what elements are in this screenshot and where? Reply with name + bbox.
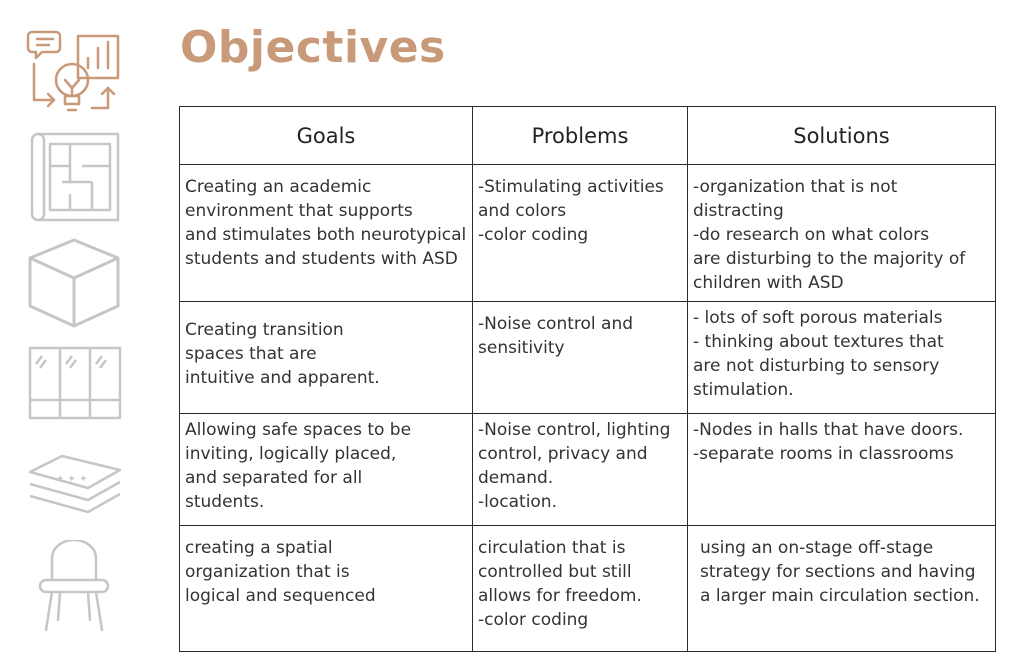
- page-title: Objectives: [180, 22, 446, 73]
- table-row: [180, 302, 996, 414]
- window-panels-icon: [22, 344, 126, 420]
- header-goals: Goals: [180, 107, 473, 165]
- header-problems: Problems: [473, 107, 688, 165]
- problem-cell: -Stimulating activities and colors -color coding: [473, 165, 688, 302]
- idea-chart-icon: [22, 28, 126, 120]
- problem-cell: -Noise control, lighting control, privacy and demand. -location.: [473, 414, 688, 526]
- svg-text:✦ ✦ ✦: ✦ ✦ ✦: [56, 474, 88, 485]
- solution-cell: - lots of soft porous materials - thinking about textures that are not disturbing to sensory stimulation.: [688, 302, 996, 414]
- solution-cell: -Nodes in halls that have doors. -separate rooms in classrooms: [688, 414, 996, 526]
- table-row: [180, 526, 996, 652]
- chair-icon: [22, 540, 126, 632]
- icon-column: [22, 20, 126, 640]
- table-row: [180, 414, 996, 526]
- header-solutions: Solutions: [688, 107, 996, 165]
- goal-cell: Allowing safe spaces to be inviting, logically placed, and separated for all students.: [180, 414, 473, 526]
- problem-cell: -Noise control and sensitivity: [473, 302, 688, 414]
- cube-icon: [22, 236, 126, 328]
- floor-plan-icon: [22, 132, 126, 224]
- material-layers-icon: [22, 448, 126, 520]
- solution-cell: -organization that is not distracting -do research on what colors are disturbing to the majority of children with ASD: [688, 165, 996, 302]
- goal-cell: creating a spatial organization that is logical and sequenced: [180, 526, 473, 652]
- solution-cell: using an on-stage off-stage strategy for sections and having a larger main circulation section.: [688, 526, 996, 652]
- goal-cell: Creating an academic environment that supports and stimulates both neurotypical students and students with ASD: [180, 165, 473, 302]
- table-header-row: [180, 107, 996, 165]
- table-row: [180, 165, 996, 302]
- problem-cell: circulation that is controlled but still allows for freedom. -color coding: [473, 526, 688, 652]
- objectives-table: [179, 106, 996, 652]
- goal-cell: Creating transition spaces that are intuitive and apparent.: [180, 302, 473, 414]
